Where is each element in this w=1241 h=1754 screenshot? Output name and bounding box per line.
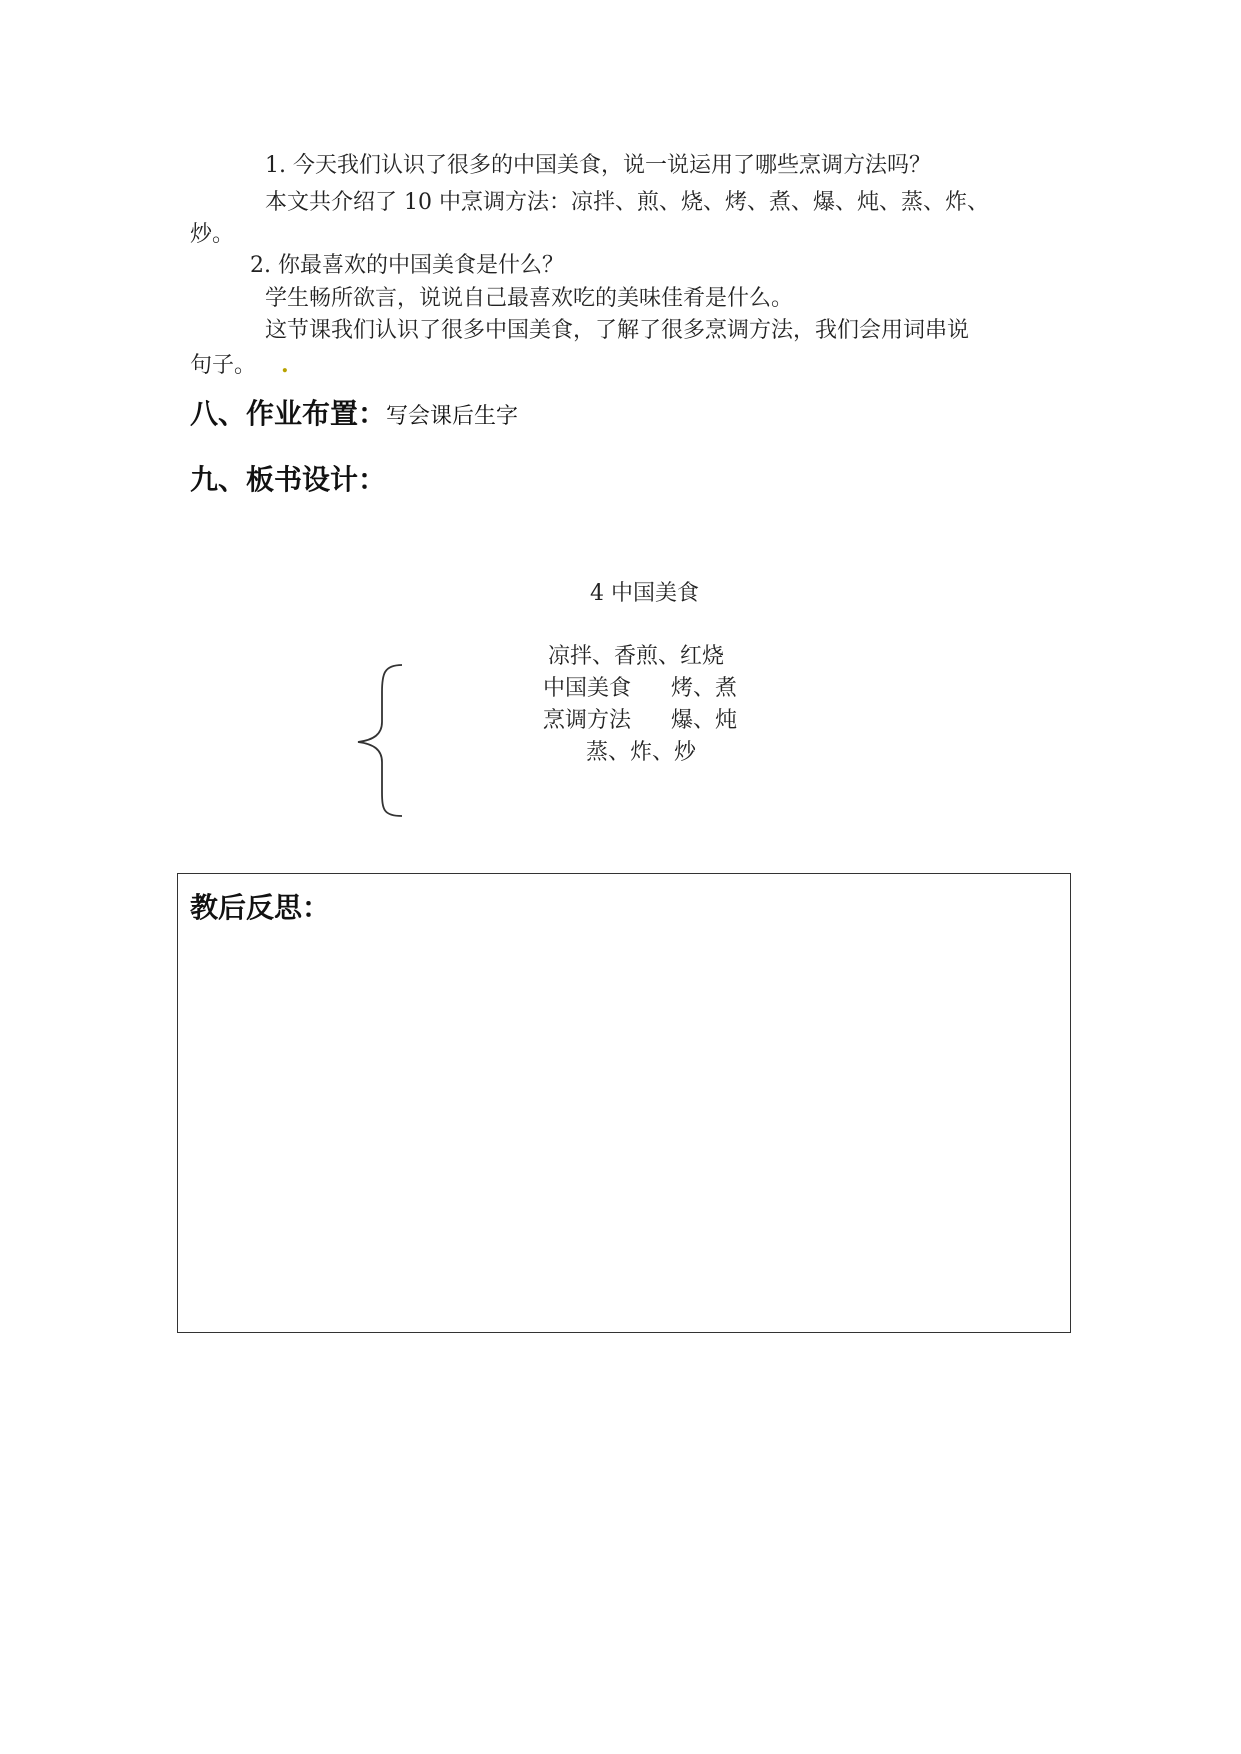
homework-heading: 八、作业布置： [190,397,387,430]
homework-content: 写会课后生字 [386,404,519,429]
question-2: 2. 你最喜欢的中国美食是什么？ [250,253,564,278]
conclusion-line-2-text: 句子。 [190,353,257,378]
board-row-2-left: 中国美食 [543,676,632,701]
reflection-box [177,873,1071,1333]
board-row-2 [543,673,737,705]
board-design-heading: 九、板书设计： [190,463,387,496]
board-row-3 [543,705,737,737]
answer-1-line-1: 本文共介绍了 10 中烹调方法：凉拌、煎、烧、烤、煮、爆、炖、蒸、炸、 [265,190,989,215]
board-row-2-right: 烤、煮 [671,676,738,701]
conclusion-line-1: 这节课我们认识了很多中国美食，了解了很多烹调方法，我们会用词串说 [265,318,970,343]
board-row-3-right: 爆、炖 [671,708,738,733]
board-row-1: 凉拌、香煎、红烧 [548,644,725,669]
trailing-mark: . [281,352,289,378]
answer-2: 学生畅所欲言，说说自己最喜欢吃的美味佳肴是什么。 [265,286,794,311]
curly-brace-icon [352,660,412,820]
board-row-4: 蒸、炸、炒 [586,740,697,765]
board-row-3-left: 烹调方法 [543,708,632,733]
homework-section [190,396,518,435]
board-title: 4 中国美食 [590,581,699,606]
conclusion-line-2 [190,350,289,381]
reflection-heading: 教后反思： [190,891,331,924]
answer-1-line-2: 炒。 [190,222,235,247]
question-1: 1. 今天我们认识了很多的中国美食，说一说运用了哪些烹调方法吗？ [265,153,931,178]
